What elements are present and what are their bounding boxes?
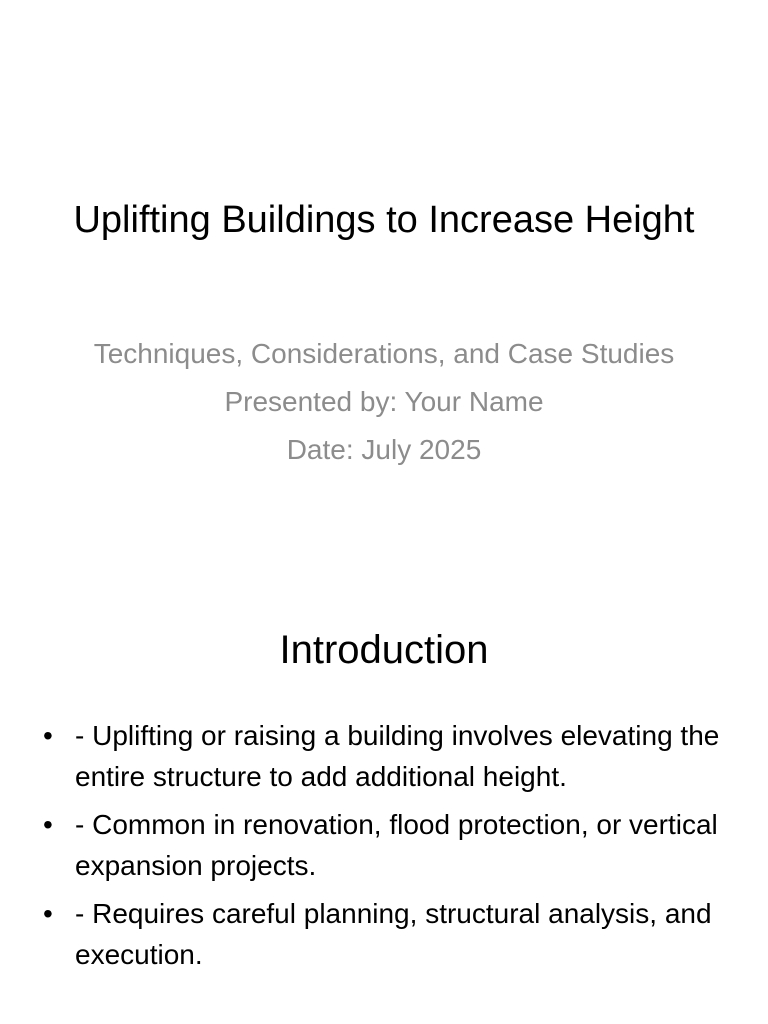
bullet-text: - Requires careful planning, structural analysis, and execution.: [75, 898, 712, 970]
bullet-icon: •: [43, 809, 53, 840]
subtitle-line-topic: Techniques, Considerations, and Case Studies: [93, 338, 675, 369]
bullet-text: - Common in renovation, flood protection, or vertical expansion projects.: [75, 809, 718, 881]
slide-title: Uplifting Buildings to Increase Height: [73, 199, 695, 241]
list-item: [40, 715, 730, 797]
section-heading: Introduction: [279, 628, 489, 672]
list-item: [40, 804, 730, 886]
bullet-icon: •: [43, 720, 53, 751]
subtitle-line-date: Date: July 2025: [286, 434, 482, 465]
bullet-list: [40, 715, 730, 982]
bullet-icon: •: [43, 898, 53, 929]
list-item: [40, 893, 730, 975]
subtitle-line-presenter: Presented by: Your Name: [224, 386, 544, 417]
bullet-text: - Uplifting or raising a building involves elevating the entire structure to add additional height.: [75, 720, 720, 792]
